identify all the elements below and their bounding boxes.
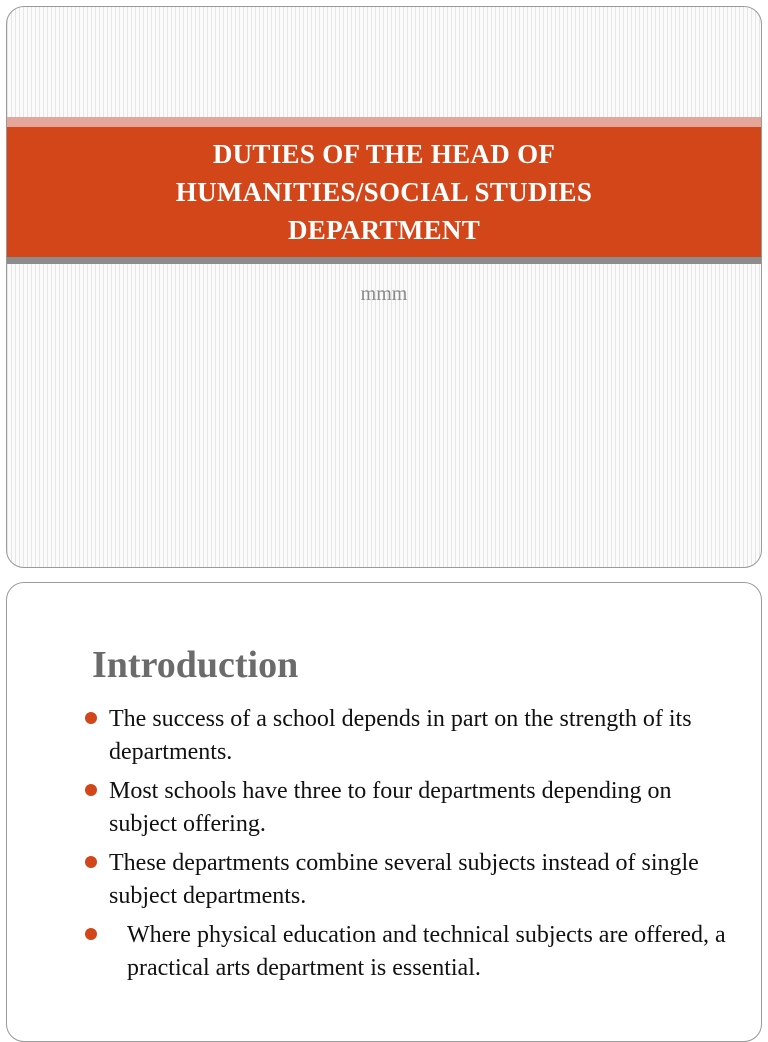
- bullet-text: Most schools have three to four departments depending on subject offering.: [109, 778, 672, 837]
- section-heading: Introduction: [92, 644, 299, 686]
- slide-subtitle: mmm: [360, 283, 408, 305]
- introduction-slide: [6, 582, 762, 1042]
- slide-title: [104, 135, 664, 249]
- title-band-highlight: [7, 117, 761, 127]
- bullet-dot-icon: [85, 784, 97, 796]
- title-band-shadow: [7, 257, 761, 264]
- slide-title-line-3: DEPARTMENT: [287, 215, 481, 245]
- title-band: [7, 127, 761, 257]
- bullet-dot-icon: [85, 712, 97, 724]
- bullet-text: The success of a school depends in part on the strength of its departments.: [109, 706, 692, 765]
- bullet-dot-icon: [85, 856, 97, 868]
- bullet-item: [85, 847, 735, 913]
- bullet-item: [85, 919, 735, 985]
- bullet-text: These departments combine several subjects instead of single subject departments.: [109, 850, 699, 909]
- bullet-dot-icon: [85, 928, 97, 940]
- bullet-text: Where physical education and technical subjects are offered, a practical arts department is essential.: [127, 922, 726, 981]
- bullet-list: [85, 703, 735, 991]
- title-slide: [6, 6, 762, 568]
- bullet-item: [85, 775, 735, 841]
- slide-title-line-2: HUMANITIES/SOCIAL STUDIES: [175, 177, 593, 207]
- bullet-item: [85, 703, 735, 769]
- slide-title-line-1: DUTIES OF THE HEAD OF: [212, 139, 556, 169]
